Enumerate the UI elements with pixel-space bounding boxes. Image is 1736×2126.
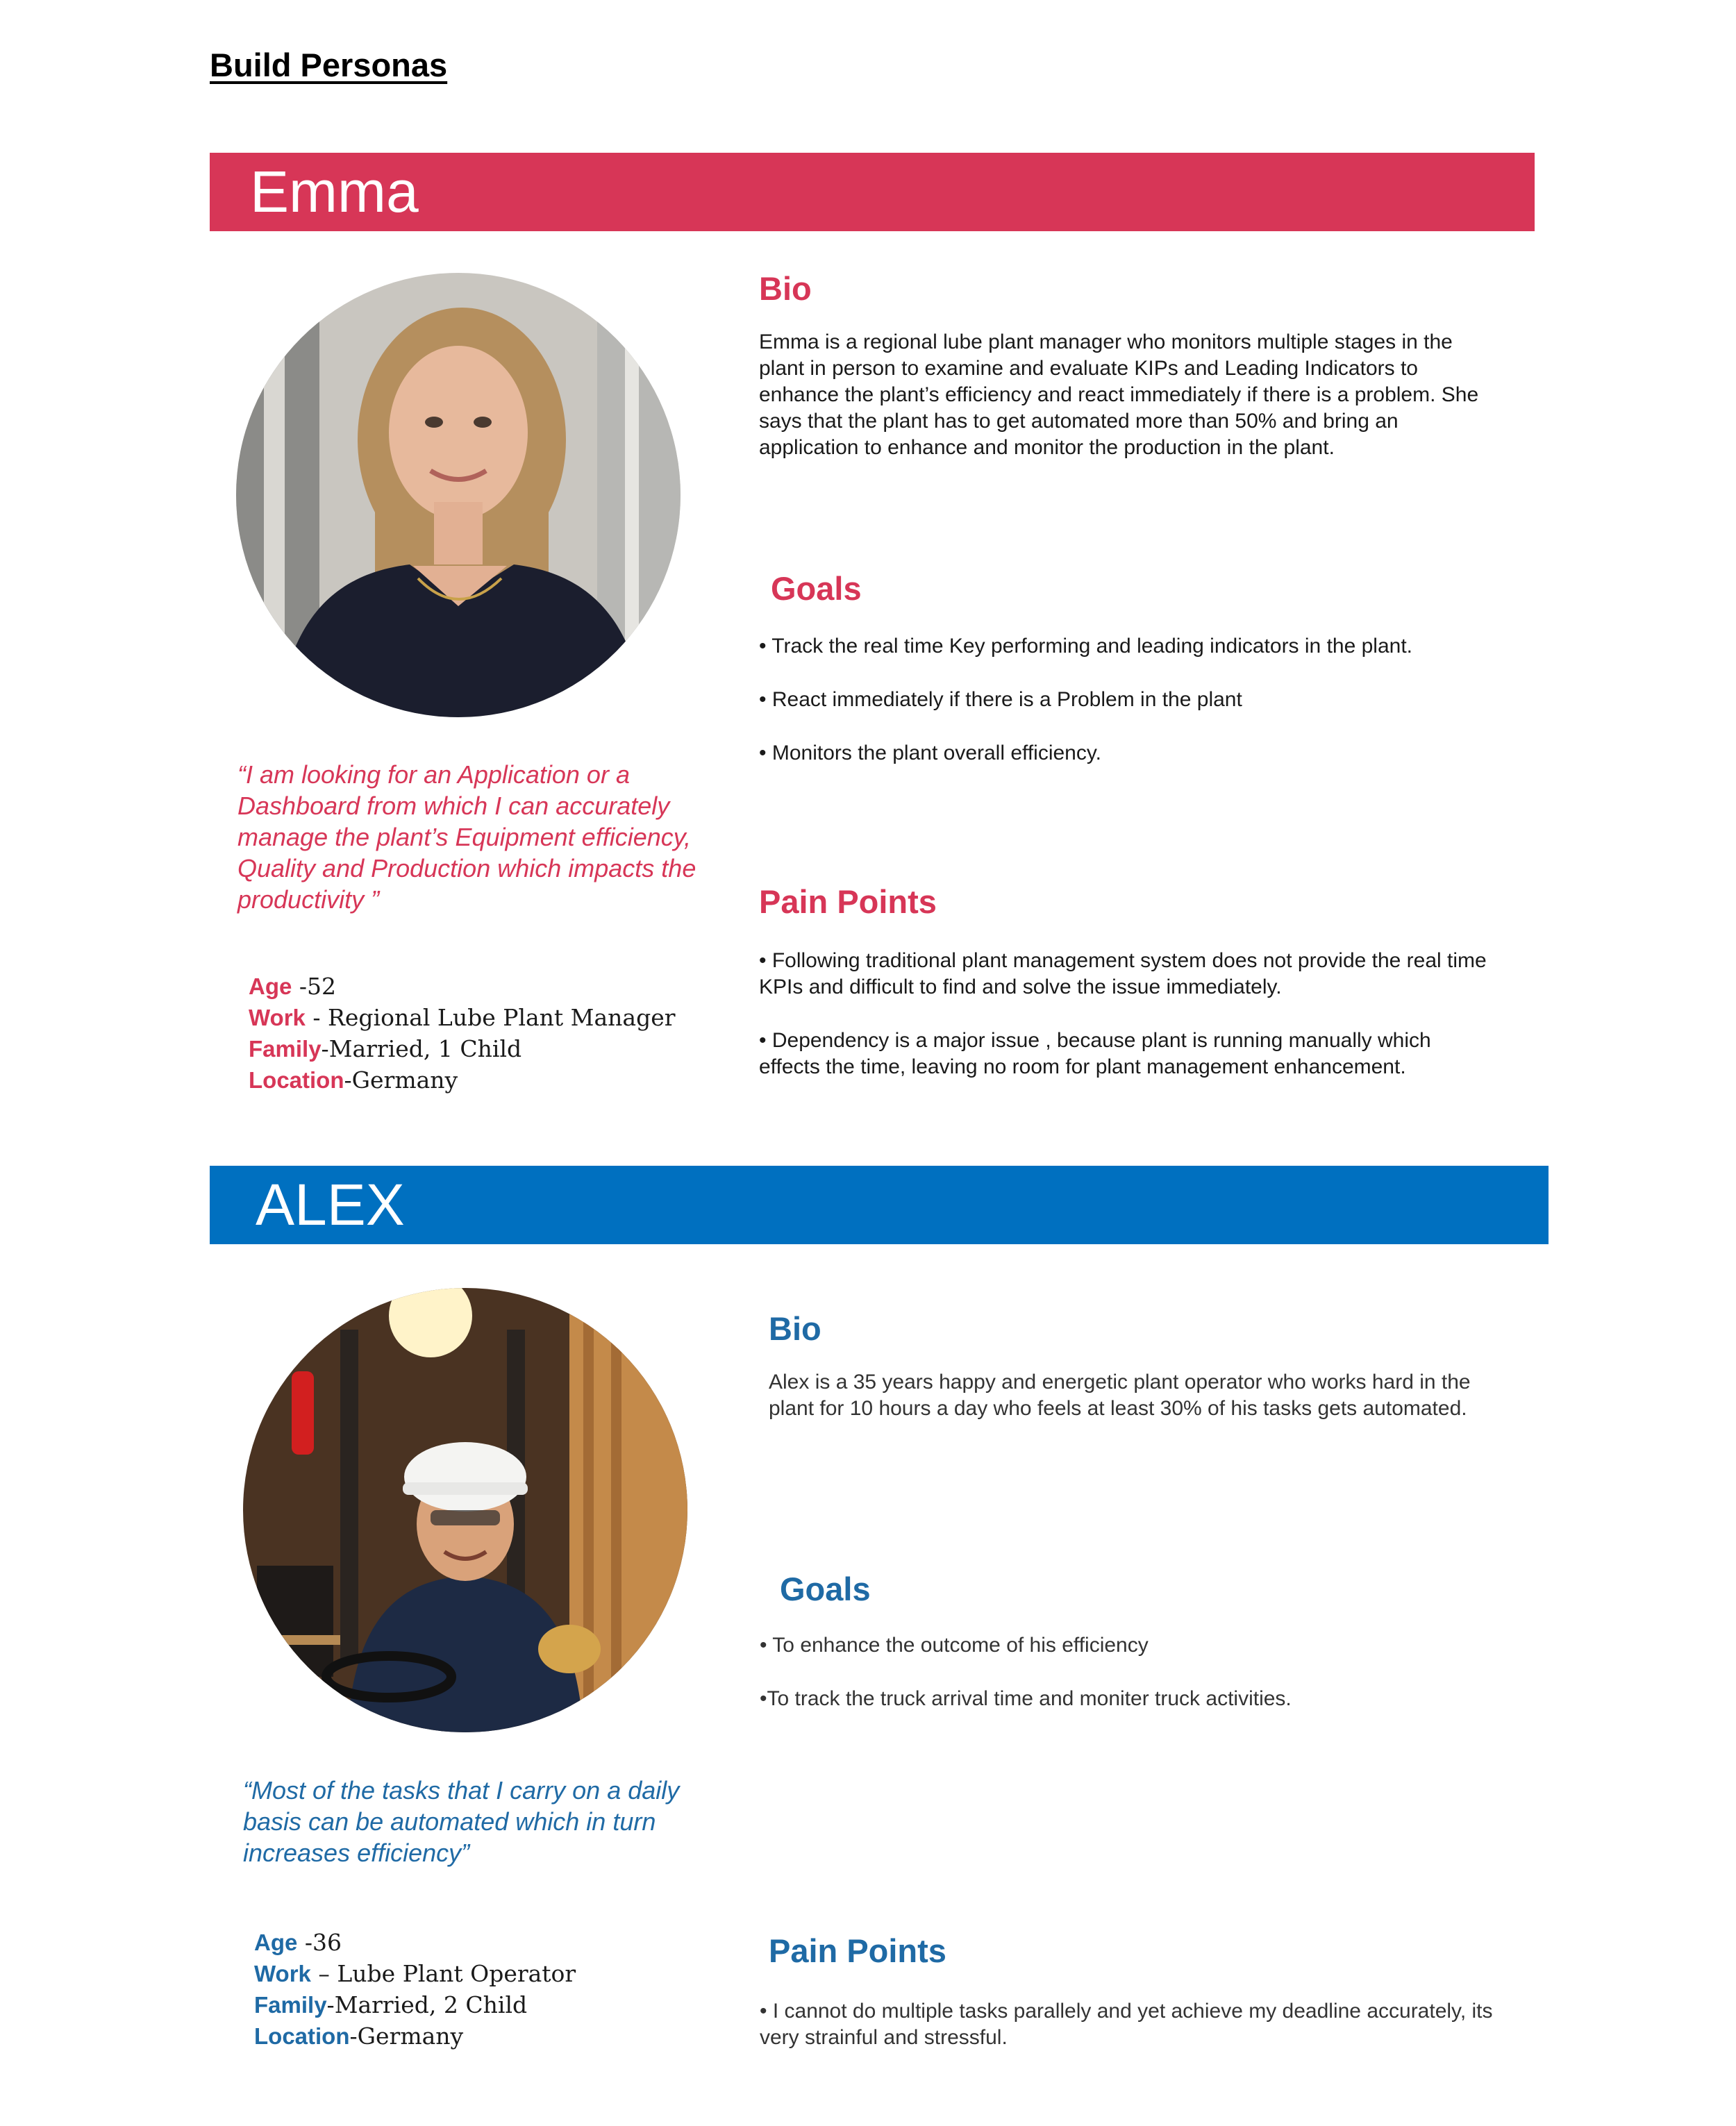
fact-label: Work bbox=[254, 1961, 311, 1986]
fact-value: -Married, 1 Child bbox=[321, 1035, 522, 1062]
fact-label: Age bbox=[249, 973, 292, 999]
fact-label: Age bbox=[254, 1930, 298, 1955]
persona-quote: “Most of the tasks that I carry on a daily basis can be automated which in turn increases efficiency” bbox=[243, 1776, 680, 1867]
goal-item: •To track the truck arrival time and moniter truck activities. bbox=[760, 1687, 1292, 1710]
persona-name: Emma bbox=[250, 159, 419, 224]
pain-points-heading: Pain Points bbox=[759, 883, 937, 920]
fact-label: Family bbox=[249, 1036, 322, 1062]
fact-family bbox=[249, 1033, 676, 1064]
fact-value: -Married, 2 Child bbox=[326, 1991, 528, 2018]
goal-item: • Track the real time Key performing and leading indicators in the plant. bbox=[759, 635, 1413, 658]
goal-item: • To enhance the outcome of his efficiency bbox=[760, 1634, 1149, 1657]
persona-banner-alex bbox=[210, 1166, 1549, 1244]
fact-label: Family bbox=[254, 1992, 327, 2018]
operator-image bbox=[243, 1288, 687, 1732]
fact-location bbox=[249, 1064, 676, 1096]
fact-location bbox=[254, 2020, 576, 2052]
goals-heading: Goals bbox=[780, 1571, 871, 1607]
persona-quote: “I am looking for an Application or a Dashboard from which I can accurately manage the plant’s Equipment efficiency, Quality and Production which impacts the productivity ” bbox=[237, 760, 696, 914]
fact-label: Location bbox=[249, 1067, 344, 1093]
fact-value: -Germany bbox=[344, 1066, 458, 1094]
page-title: Build Personas bbox=[210, 47, 448, 83]
fact-work bbox=[254, 1958, 576, 1989]
persona-name: ALEX bbox=[256, 1172, 405, 1237]
goals-heading: Goals bbox=[771, 570, 862, 607]
goal-item: • React immediately if there is a Problem in the plant bbox=[759, 688, 1242, 711]
goal-item: • Monitors the plant overall efficiency. bbox=[759, 742, 1101, 764]
fact-value: -52 bbox=[292, 973, 336, 1000]
bio-text: Emma is a regional lube plant manager who monitors multiple stages in the plant in person to examine and evaluate KIPs and Leading Indicators to enhance the plant’s efficiency and react immediately if there is a problem. She says that the plant has to get automated more than 50% and bring an application to enhance and monitor the production in the plant. bbox=[759, 330, 1479, 459]
portrait-image bbox=[236, 273, 681, 717]
fact-family bbox=[254, 1989, 576, 2020]
fact-value: -36 bbox=[297, 1929, 342, 1956]
fact-value: - Regional Lube Plant Manager bbox=[305, 1004, 676, 1031]
forklift-operator-photo bbox=[243, 1288, 687, 1732]
fact-age bbox=[254, 1927, 576, 1958]
fact-label: Work bbox=[249, 1005, 306, 1030]
fact-value: -Germany bbox=[349, 2023, 464, 2050]
pain-points-heading: Pain Points bbox=[769, 1932, 946, 1969]
bio-heading: Bio bbox=[759, 270, 812, 307]
bio-heading: Bio bbox=[769, 1310, 821, 1347]
fact-age bbox=[249, 971, 676, 1002]
persona-facts bbox=[249, 971, 676, 1096]
pain-point-item: • Following traditional plant management system does not provide the real time KPIs and difficult to find and solve the issue immediately. bbox=[759, 949, 1487, 998]
pain-point-item: • Dependency is a major issue , because plant is running manually which effects the time, leaving no room for plant management enhancement. bbox=[759, 1029, 1431, 1078]
pain-point-item: • I cannot do multiple tasks parallely and yet achieve my deadline accurately, its very strainful and stressful. bbox=[760, 2000, 1493, 2049]
fact-value: – Lube Plant Operator bbox=[310, 1960, 576, 1987]
fact-work bbox=[249, 1002, 676, 1033]
fact-label: Location bbox=[254, 2023, 350, 2049]
bio-text: Alex is a 35 years happy and energetic plant operator who works hard in the plant for 10 hours a day who feels at least 30% of his tasks gets automated. bbox=[769, 1371, 1471, 1420]
woman-portrait-photo bbox=[236, 273, 681, 717]
persona-banner-emma bbox=[210, 153, 1535, 231]
persona-facts bbox=[254, 1927, 576, 2052]
